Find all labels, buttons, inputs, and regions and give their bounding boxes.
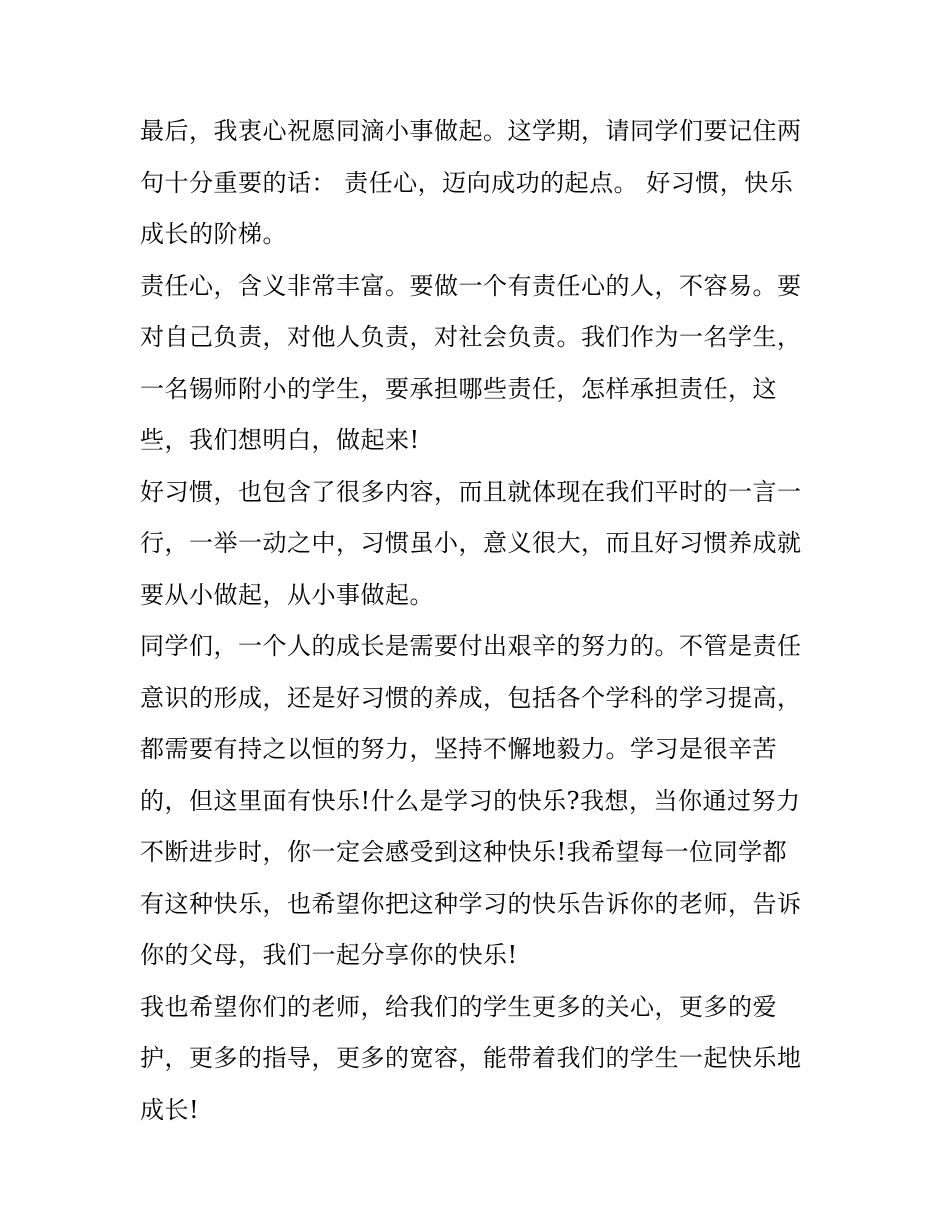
paragraph-responsibility: [140, 261, 816, 467]
text-line: 责任心，含义非常丰富。要做一个有责任心的人，不容易。要: [140, 271, 802, 300]
text-line: 好习惯，也包含了很多内容，而且就体现在我们平时的一言一: [140, 477, 802, 506]
paragraph-teachers: [140, 982, 816, 1137]
text-line: 你的父母，我们一起分享你的快乐!: [140, 941, 518, 969]
text-line: 对自己负责，对他人负责，对社会负责。我们作为一名学生，: [140, 323, 802, 351]
text-line: 成长的阶梯。: [140, 220, 287, 248]
text-line: 意识的形成，还是好习惯的养成，包括各个学科的学习提高，: [140, 683, 802, 712]
document-body: [140, 106, 816, 1136]
text-line: 护，更多的指导，更多的宽容，能带着我们的学生一起快乐地: [140, 1044, 802, 1072]
text-line: 些，我们想明白，做起来!: [140, 426, 420, 454]
text-line: 成长!: [140, 1095, 200, 1124]
text-line: 我也希望你们的老师，给我们的学生更多的关心，更多的爱: [140, 992, 777, 1021]
text-line: 的，但这里面有快乐!什么是学习的快乐?我想，当你通过努力: [140, 786, 801, 815]
text-line: 有这种快乐，也希望你把这种学习的快乐告诉你的老师，告诉: [140, 889, 802, 918]
paragraph-effort-and-joy: [140, 621, 816, 982]
text-line: 不断进步时，你一定会感受到这种快乐!我希望每一位同学都: [140, 838, 788, 866]
paragraph-closing-wishes: [140, 106, 816, 261]
text-line: 行，一举一动之中，习惯虽小，意义很大，而且好习惯养成就: [140, 529, 802, 557]
text-line: 句十分重要的话： 责任心，迈向成功的起点。 好习惯，快乐: [140, 168, 794, 197]
text-line: 要从小做起，从小事做起。: [140, 580, 434, 609]
text-line: 同学们，一个人的成长是需要付出艰辛的努力的。不管是责任: [140, 632, 802, 660]
paragraph-good-habits: [140, 467, 816, 622]
text-line: 一名锡师附小的学生，要承担哪些责任，怎样承担责任，这: [140, 374, 777, 403]
text-line: 都需要有持之以恒的努力，坚持不懈地毅力。学习是很辛苦: [140, 735, 777, 763]
text-line: 最后，我衷心祝愿同滴小事做起。这学期，请同学们要记住两: [140, 117, 802, 145]
